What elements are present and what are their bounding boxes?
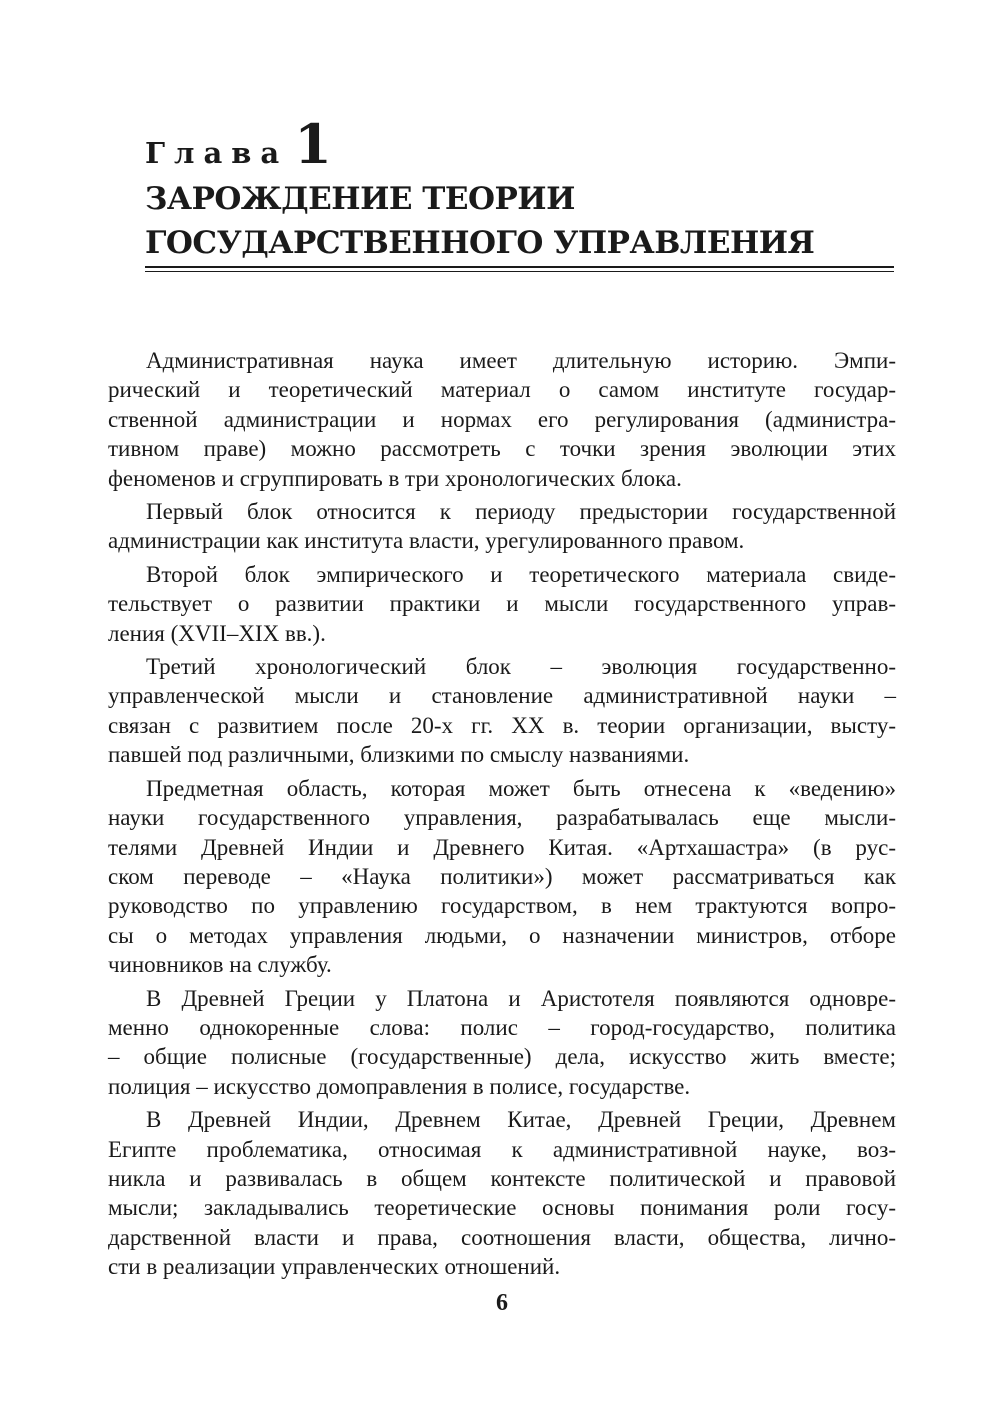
chapter-word: Глава bbox=[145, 136, 289, 170]
paragraph bbox=[108, 984, 896, 1102]
paragraph-line: полиция – искусство домоправления в полисе, государстве. bbox=[108, 1073, 691, 1099]
paragraph bbox=[108, 774, 896, 980]
paragraph-line: никла и развивалась в общем контексте политической и правовой bbox=[108, 1165, 896, 1191]
paragraph-line: феноменов и сгруппировать в три хронологических блока. bbox=[108, 465, 682, 491]
paragraph-line: руководство по управлению государством, в нем трактуются вопро- bbox=[108, 893, 896, 919]
paragraph-line: ском переводе – «Наука политики») может рассматриваться как bbox=[108, 863, 896, 889]
paragraph-line: В Древней Индии, Древнем Китае, Древней Греции, Древнем bbox=[146, 1107, 896, 1133]
chapter-label bbox=[145, 112, 332, 176]
paragraph-line: тельствует о развитии практики и мысли государственного управ- bbox=[108, 591, 896, 617]
paragraph-line: Третий хронологический блок – эволюция государственно- bbox=[146, 654, 896, 680]
paragraph bbox=[108, 497, 896, 556]
paragraph-line: телями Древней Индии и Древнего Китая. «Артхашастра» (в рус- bbox=[108, 834, 896, 860]
chapter-title-line: ГОСУДАРСТВЕННОГО УПРАВЛЕНИЯ bbox=[145, 225, 815, 261]
paragraph-line: науки государственного управления, разрабатывалась еще мысли- bbox=[108, 805, 896, 831]
paragraph bbox=[108, 1105, 896, 1281]
paragraph-line: дарственной власти и права, соотношения власти, общества, лично- bbox=[108, 1224, 896, 1250]
paragraph-line: В Древней Греции у Платона и Аристотеля появляются одновре- bbox=[146, 985, 896, 1011]
paragraph-line: Второй блок эмпирического и теоретического материала свиде- bbox=[146, 561, 896, 587]
paragraph-line: управленческой мысли и становление административной науки – bbox=[108, 683, 896, 709]
paragraph-line: чиновников на службу. bbox=[108, 952, 332, 978]
paragraph-line: Первый блок относится к периоду предыстории государственной bbox=[146, 499, 896, 525]
paragraph-line: администрации как института власти, урегулированного правом. bbox=[108, 528, 745, 554]
paragraph-line: Предметная область, которая может быть отнесена к «ведению» bbox=[146, 775, 896, 801]
paragraph bbox=[108, 560, 896, 648]
body-text bbox=[108, 346, 896, 1286]
paragraph-line: связан с развитием после 20-х гг. XX в. теории организации, высту- bbox=[108, 712, 896, 738]
paragraph bbox=[108, 652, 896, 770]
chapter-number: 1 bbox=[294, 112, 332, 176]
paragraph-line: павшей под различными, близкими по смыслу названиями. bbox=[108, 742, 690, 768]
page-number: 6 bbox=[496, 1290, 508, 1316]
paragraph-line: рический и теоретический материал о самом институте государ- bbox=[108, 377, 896, 403]
paragraph-line: мысли; закладывались теоретические основы понимания роли госу- bbox=[108, 1195, 896, 1221]
divider bbox=[145, 271, 894, 272]
paragraph-line: Административная наука имеет длительную историю. Эмпи- bbox=[146, 348, 896, 373]
paragraph-line: Египте проблематика, относимая к административной науке, воз- bbox=[108, 1136, 896, 1162]
paragraph-line: – общие полисные (государственные) дела, искусство жить вместе; bbox=[108, 1044, 896, 1070]
chapter-title bbox=[145, 177, 905, 265]
divider bbox=[145, 266, 894, 268]
paragraph-line: ления (XVII–XIX вв.). bbox=[108, 620, 326, 646]
paragraph-line: сы о методах управления людьми, о назначении министров, отборе bbox=[108, 922, 896, 948]
title-underline bbox=[145, 266, 894, 272]
paragraph bbox=[108, 346, 896, 493]
paragraph-line: ственной администрации и нормах его регулирования (администра- bbox=[108, 406, 896, 432]
paragraph-line: сти в реализации управленческих отношений. bbox=[108, 1254, 561, 1280]
paragraph-line: тивном праве) можно рассмотреть с точки зрения эволюции этих bbox=[108, 436, 896, 462]
chapter-title-line: ЗАРОЖДЕНИЕ ТЕОРИИ bbox=[145, 181, 575, 217]
paragraph-line: менно однокоренные слова: полис – город-государство, политика bbox=[108, 1014, 896, 1040]
